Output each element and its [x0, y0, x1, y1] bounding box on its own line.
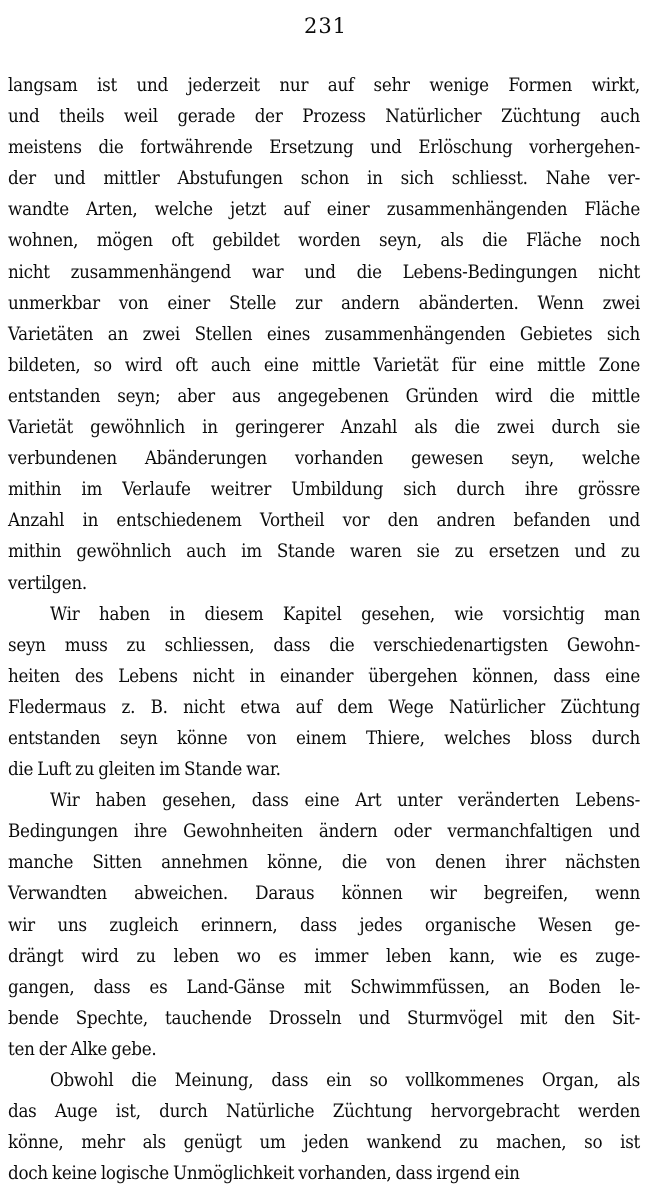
- text-line: Bedingungen ihre Gewohnheiten ändern oder vermanchfaltigen und: [8, 821, 640, 843]
- text-line: Varietät gewöhnlich in geringerer Anzahl als die zwei durch sie: [8, 417, 640, 439]
- paragraph: [8, 599, 640, 786]
- text-line: wandte Arten, welche jetzt auf einer zusammenhängenden Fläche: [8, 199, 640, 221]
- paragraph: [8, 1065, 640, 1189]
- text-line: bende Spechte, tauchende Drosseln und Sturmvögel mit den Sit-: [8, 1007, 640, 1029]
- text-line: bildeten, so wird oft auch eine mittle Varietät für eine mittle Zone: [8, 354, 640, 376]
- text-line: wir uns zugleich erinnern, dass jedes organische Wesen ge-: [8, 914, 640, 936]
- paragraph: [8, 70, 640, 599]
- paragraph: [8, 785, 640, 1065]
- text-line: der und mittler Abstufungen schon in sich schliesst. Nahe ver-: [8, 168, 640, 190]
- text-line: ten der Alke gebe.: [8, 1038, 157, 1060]
- text-line: das Auge ist, durch Natürliche Züchtung hervorgebracht werden: [8, 1101, 640, 1123]
- text-line: könne, mehr als genügt um jeden wankend zu machen, so ist: [8, 1132, 640, 1154]
- text-line: die Luft zu gleiten im Stande war.: [8, 759, 281, 781]
- page-number: 231: [303, 14, 348, 38]
- text-line: unmerkbar von einer Stelle zur andern abänderten. Wenn zwei: [8, 292, 640, 314]
- text-line: vertilgen.: [8, 572, 87, 594]
- text-line: entstanden seyn könne von einem Thiere, welches bloss durch: [8, 727, 640, 749]
- text-line: langsam ist und jederzeit nur auf sehr wenige Formen wirkt,: [8, 75, 640, 96]
- text-line: Wir haben in diesem Kapitel gesehen, wie vorsichtig man: [50, 603, 640, 625]
- text-line: verbundenen Abänderungen vorhanden gewesen seyn, welche: [8, 448, 640, 470]
- body-text: [8, 70, 640, 1189]
- text-line: Obwohl die Meinung, dass ein so vollkommenes Organ, als: [50, 1070, 640, 1091]
- text-line: mithin im Verlaufe weitrer Umbildung sich durch ihre grössre: [8, 479, 640, 501]
- text-line: seyn muss zu schliessen, dass die verschiedenartigsten Gewohn-: [8, 634, 640, 656]
- text-line: und theils weil gerade der Prozess Natürlicher Züchtung auch: [8, 106, 640, 128]
- text-line: wohnen, mögen oft gebildet worden seyn, als die Fläche noch: [8, 230, 640, 252]
- text-line: meistens die fortwährende Ersetzung und Erlöschung vorhergehen-: [8, 137, 640, 159]
- text-line: Verwandten abweichen. Daraus können wir begreifen, wenn: [8, 883, 640, 905]
- text-line: Varietäten an zwei Stellen eines zusammenhängenden Gebietes sich: [8, 323, 640, 345]
- text-line: drängt wird zu leben wo es immer leben kann, wie es zuge-: [8, 945, 640, 967]
- text-line: Fledermaus z. B. nicht etwa auf dem Wege Natürlicher Züchtung: [8, 696, 640, 718]
- text-line: manche Sitten annehmen könne, die von denen ihrer nächsten: [8, 852, 640, 874]
- text-line: Anzahl in entschiedenem Vortheil vor den andren befanden und: [8, 510, 640, 532]
- text-line: gangen, dass es Land-Gänse mit Schwimmfüssen, an Boden le-: [8, 976, 640, 998]
- text-line: nicht zusammenhängend war und die Lebens-Bedingungen nicht: [8, 261, 640, 283]
- text-line: doch keine logische Unmöglichkeit vorhanden, dass irgend ein: [8, 1163, 520, 1185]
- text-line: mithin gewöhnlich auch im Stande waren sie zu ersetzen und zu: [8, 541, 640, 563]
- text-line: entstanden seyn; aber aus angegebenen Gründen wird die mittle: [8, 385, 640, 407]
- text-line: Wir haben gesehen, dass eine Art unter veränderten Lebens-: [50, 790, 640, 812]
- text-line: heiten des Lebens nicht in einander übergehen können, dass eine: [8, 665, 640, 687]
